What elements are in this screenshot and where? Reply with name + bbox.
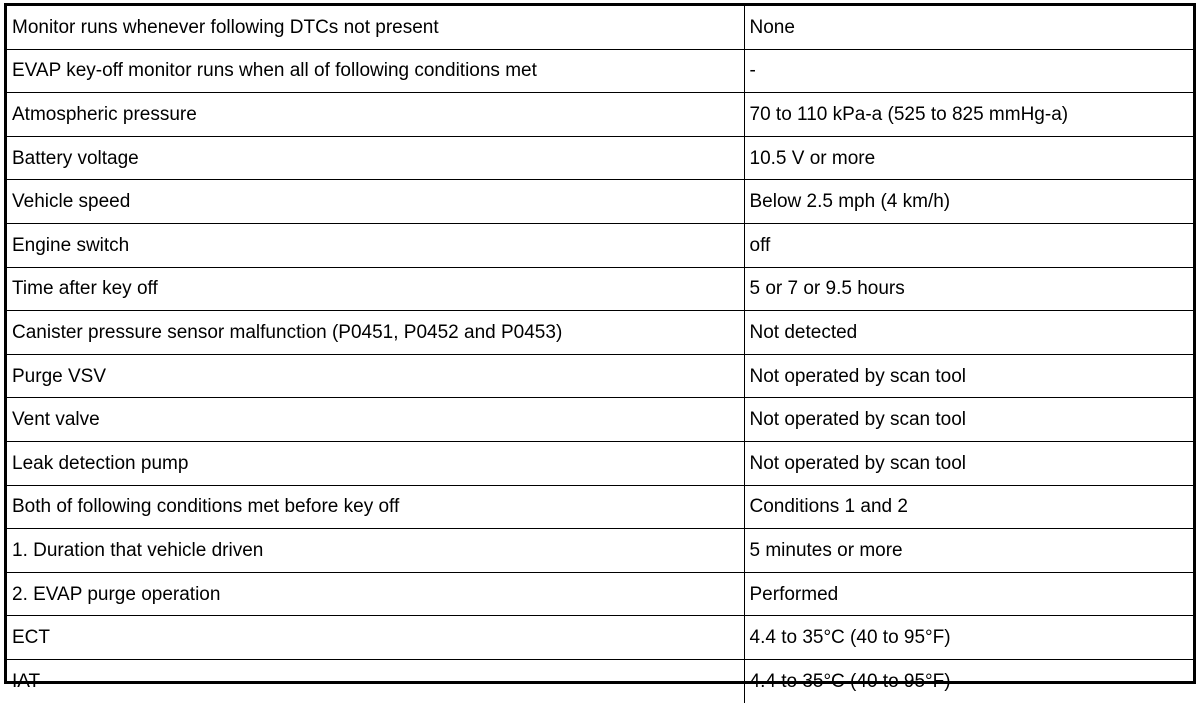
table-row: [7, 267, 1193, 311]
condition-cell: Monitor runs whenever following DTCs not present: [7, 6, 744, 49]
condition-cell: ECT: [7, 616, 744, 660]
table-row: [7, 311, 1193, 355]
table-row: [7, 136, 1193, 180]
monitor-conditions-table: [7, 6, 1193, 703]
table-row: [7, 485, 1193, 529]
condition-cell: Both of following conditions met before key off: [7, 485, 744, 529]
value-cell: Performed: [744, 572, 1193, 616]
condition-cell: 2. EVAP purge operation: [7, 572, 744, 616]
value-cell: Conditions 1 and 2: [744, 485, 1193, 529]
condition-cell: Engine switch: [7, 223, 744, 267]
value-cell: 10.5 V or more: [744, 136, 1193, 180]
table-row: [7, 441, 1193, 485]
table-row: [7, 49, 1193, 93]
value-cell: Not detected: [744, 311, 1193, 355]
table-row: [7, 354, 1193, 398]
table-row: [7, 180, 1193, 224]
table-body: [7, 6, 1193, 703]
table-row: [7, 529, 1193, 573]
value-cell: off: [744, 223, 1193, 267]
value-cell: 4.4 to 35°C (40 to 95°F): [744, 616, 1193, 660]
condition-cell: Purge VSV: [7, 354, 744, 398]
condition-cell: Canister pressure sensor malfunction (P0451, P0452 and P0453): [7, 311, 744, 355]
value-cell: Not operated by scan tool: [744, 441, 1193, 485]
value-cell: None: [744, 6, 1193, 49]
value-cell: 70 to 110 kPa-a (525 to 825 mmHg-a): [744, 93, 1193, 137]
condition-cell: EVAP key-off monitor runs when all of following conditions met: [7, 49, 744, 93]
condition-cell: 1. Duration that vehicle driven: [7, 529, 744, 573]
value-cell: -: [744, 49, 1193, 93]
condition-cell: Battery voltage: [7, 136, 744, 180]
condition-cell: Vent valve: [7, 398, 744, 442]
table-row: [7, 223, 1193, 267]
value-cell: 5 or 7 or 9.5 hours: [744, 267, 1193, 311]
table-row: [7, 93, 1193, 137]
table-row: [7, 6, 1193, 49]
value-cell: Not operated by scan tool: [744, 398, 1193, 442]
table-row: [7, 616, 1193, 660]
condition-cell: Vehicle speed: [7, 180, 744, 224]
value-cell: 5 minutes or more: [744, 529, 1193, 573]
table-row: [7, 659, 1193, 702]
condition-cell: Time after key off: [7, 267, 744, 311]
table-row: [7, 398, 1193, 442]
condition-cell: IAT: [7, 659, 744, 702]
value-cell: Below 2.5 mph (4 km/h): [744, 180, 1193, 224]
table-row: [7, 572, 1193, 616]
condition-cell: Atmospheric pressure: [7, 93, 744, 137]
conditions-table-frame: [4, 3, 1196, 692]
condition-cell: Leak detection pump: [7, 441, 744, 485]
value-cell: 4.4 to 35°C (40 to 95°F): [744, 659, 1193, 702]
value-cell: Not operated by scan tool: [744, 354, 1193, 398]
